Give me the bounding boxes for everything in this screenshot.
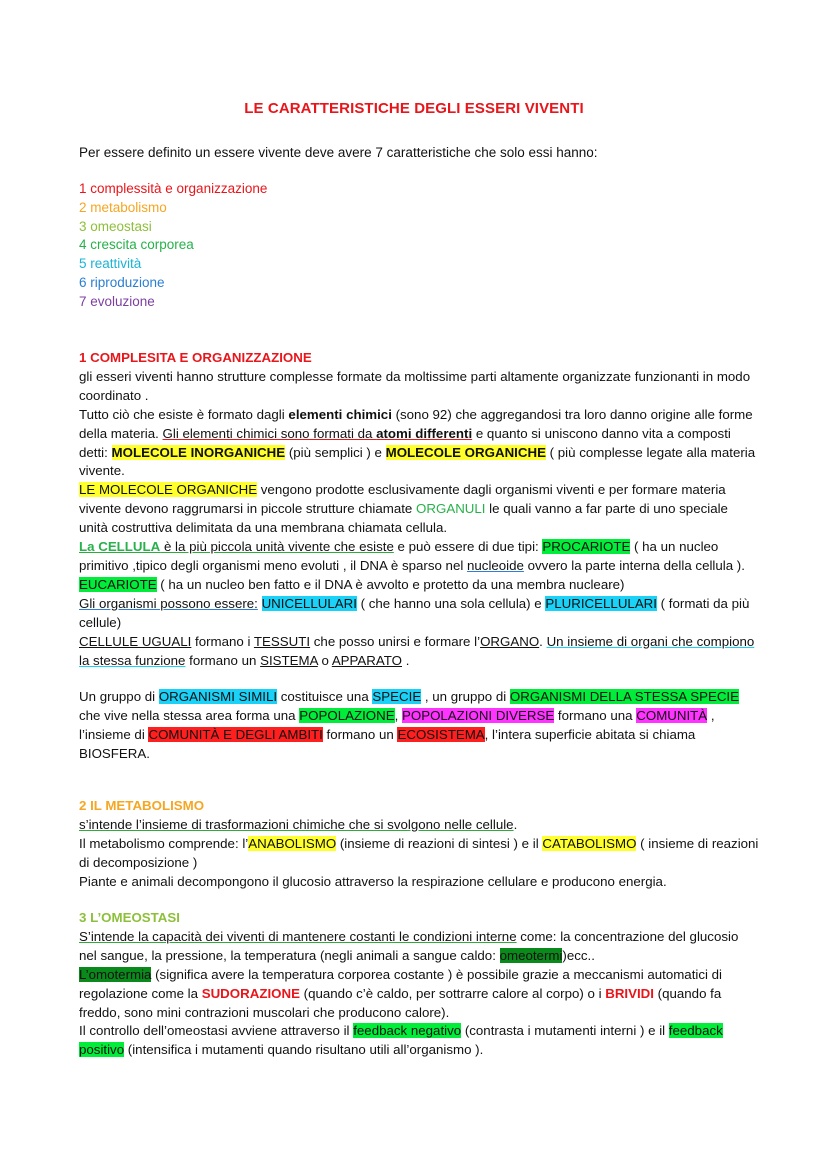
text-run: (quando c’è caldo, per sottrarre calore al corpo) o i xyxy=(299,985,606,1001)
text-run: Piante e animali decompongono il glucosio attraverso la respirazione cellulare e producono energia. xyxy=(79,873,667,889)
text-run: formano un xyxy=(322,727,398,743)
text-run: ORGANISMI DELLA STESSA SPECIE xyxy=(509,689,740,705)
text-run: ECOSISTEMA xyxy=(397,727,485,743)
text-run: UNICELLULARI xyxy=(261,595,357,611)
text-run: feedback negativo xyxy=(353,1023,462,1039)
text-run: BRIVIDI xyxy=(605,985,654,1001)
text-run: nucleoide xyxy=(467,557,524,573)
text-run: come: la concentrazione del glucosio nel sangue, la pressione, la temperatura (negli animali a sangue caldo: xyxy=(79,928,739,963)
text-run xyxy=(258,596,262,611)
list-item: 1 complessità e organizzazione xyxy=(79,181,268,196)
section-heading: 3 L’OMEOSTASI xyxy=(79,910,180,925)
text-run: formano una xyxy=(554,708,637,724)
section-heading: 1 COMPLESITA E ORGANIZZAZIONE xyxy=(79,350,312,365)
paragraph xyxy=(79,406,759,482)
section-metabolism xyxy=(79,797,759,892)
text-run: che vive nella stessa area forma una xyxy=(79,708,300,724)
paragraph xyxy=(79,368,759,406)
paragraph xyxy=(79,966,759,1023)
text-run: , xyxy=(394,708,402,724)
text-run: atomi differenti xyxy=(376,425,473,441)
text-run: formano i xyxy=(191,633,254,649)
list-item: 6 riproduzione xyxy=(79,274,165,290)
text-run: CELLULE UGUALI xyxy=(79,633,192,649)
text-run: ( insieme di reazioni di decomposizione ) xyxy=(79,835,759,870)
text-run: Gli organismi possono essere: xyxy=(79,595,258,611)
paragraph xyxy=(79,1022,759,1060)
text-run: omeotermi xyxy=(499,947,563,963)
text-run: (insieme di reazioni di sintesi ) e il xyxy=(336,835,543,851)
text-run: formano un xyxy=(185,652,261,668)
text-run: Un insieme di organi che compiono la stessa funzione xyxy=(79,633,755,668)
text-run: e può essere di due tipi: xyxy=(393,539,543,555)
page-title: LE CARATTERISTICHE DEGLI ESSERI VIVENTI xyxy=(244,100,584,117)
text-run: EUCARIOTE xyxy=(79,576,157,592)
text-run: . xyxy=(402,652,410,668)
text-run: Tutto ciò che esiste è formato dagli xyxy=(79,406,289,422)
text-run: COMUNITÀ xyxy=(636,708,708,724)
text-run: costituisce una xyxy=(277,689,373,705)
text-run: (intensifica i mutamenti quando risultano utili all’organismo ). xyxy=(124,1042,484,1058)
text-run: LE MOLECOLE ORGANICHE xyxy=(79,482,258,498)
text-run: Gli elementi chimici sono formati da xyxy=(162,425,377,441)
text-run: gli esseri viventi hanno strutture complesse formate da moltissime parti altamente organizzate funzionanti in modo coordinato . xyxy=(79,368,751,403)
text-run: , l’insieme di xyxy=(79,708,715,743)
text-run: (sono 92) che aggregandosi tra loro danno origine alle forme della materia. xyxy=(79,406,753,441)
text-run: ( che hanno una sola cellula) e xyxy=(356,595,546,611)
text-run: SUDORAZIONE xyxy=(201,985,300,1001)
text-run: POPOLAZIONI DIVERSE xyxy=(401,708,555,724)
paragraph xyxy=(79,835,759,873)
text-run: s’intende l’insieme di trasformazioni chimiche che si svolgono nelle cellule xyxy=(79,816,514,832)
text-run: SISTEMA xyxy=(260,652,318,668)
text-run: SPECIE xyxy=(372,689,422,705)
paragraph xyxy=(79,928,759,966)
text-run: che posso unirsi e formare l’ xyxy=(310,633,481,649)
text-run: ORGANO xyxy=(480,633,540,649)
section-homeostasis xyxy=(79,909,759,1060)
text-run: feedback positivo xyxy=(79,1023,723,1058)
text-run: , l’intera superficie abitata si chiama BIOSFERA. xyxy=(79,727,696,762)
text-run: ( formati da più cellule) xyxy=(79,595,750,630)
paragraph xyxy=(79,688,759,764)
text-run: ( ha un nucleo primitivo ,tipico degli organismi meno evoluti , il DNA è sparso nel xyxy=(79,539,719,573)
list-item: 2 metabolismo xyxy=(79,199,167,215)
text-run: (contrasta i mutamenti interni ) e il xyxy=(461,1023,669,1039)
text-run: POPOLAZIONE xyxy=(299,708,395,724)
section-complexity xyxy=(79,349,759,764)
text-run: elementi chimici xyxy=(288,406,392,422)
paragraph xyxy=(79,633,759,671)
text-run: (significa avere la temperatura corporea costante ) è possibile grazie a meccanismi automatici di regolazione come la xyxy=(79,966,722,1001)
paragraph xyxy=(79,816,759,835)
paragraph xyxy=(79,873,759,892)
text-run: vengono prodotte esclusivamente dagli organismi viventi e per formare materia vivente devono raggrumarsi in piccole strutture chiamate xyxy=(79,482,726,517)
paragraph xyxy=(79,481,759,538)
text-run: ANABOLISMO xyxy=(248,835,337,851)
section-heading: 2 IL METABOLISMO xyxy=(79,798,205,813)
text-run: o xyxy=(317,652,332,668)
text-run: COMUNITÀ E DEGLI AMBITI xyxy=(148,727,323,743)
text-run: PLURICELLULARI xyxy=(545,595,657,611)
list-item: 4 crescita corporea xyxy=(79,237,194,253)
text-run: )ecc.. xyxy=(562,947,595,963)
characteristics-list xyxy=(79,180,267,312)
text-run: Il metabolismo comprende: l’ xyxy=(79,835,249,851)
text-run: ORGANISMI SIMILI xyxy=(158,689,278,705)
text-run: è la più piccola unità vivente che esiste xyxy=(160,539,394,555)
text-run: . xyxy=(539,633,547,649)
list-item: 5 reattività xyxy=(79,256,142,272)
text-run: PROCARIOTE xyxy=(542,539,631,555)
text-run: APPARATO xyxy=(331,652,403,668)
text-run: ORGANULI xyxy=(416,501,486,517)
paragraph xyxy=(79,538,759,595)
paragraph xyxy=(79,595,759,633)
list-item: 7 evoluzione xyxy=(79,293,155,309)
text-run: (quando fa freddo, sono mini contrazioni muscolari che producono calore). xyxy=(79,985,722,1020)
text-run: . xyxy=(513,816,518,832)
text-run: Il controllo dell’omeostasi avviene attraverso il xyxy=(79,1023,354,1039)
text-run: MOLECOLE INORGANICHE xyxy=(111,444,286,460)
text-run: L’omotermia xyxy=(79,966,152,982)
text-run: e quanto si uniscono danno vita a composti detti: xyxy=(79,425,731,460)
text-run: ovvero la parte interna della cellula ). xyxy=(523,557,745,573)
list-item: 3 omeostasi xyxy=(79,218,152,234)
spacer xyxy=(79,670,759,688)
text-run: (più semplici ) e xyxy=(285,444,386,460)
text-run: le quali vanno a far parte di uno speciale unità costruttiva delimitata da una membrana chiamata cellula. xyxy=(79,501,728,536)
text-run: TESSUTI xyxy=(253,633,311,649)
text-run: Un gruppo di xyxy=(79,689,159,705)
intro-text: Per essere definito un essere vivente deve avere 7 caratteristiche che solo essi hanno: xyxy=(79,145,598,160)
text-run: , un gruppo di xyxy=(421,689,510,705)
text-run: La CELLULA xyxy=(79,539,161,555)
text-run: ( ha un nucleo ben fatto e il DNA è avvolto e protetto da una membra nucleare) xyxy=(156,576,625,592)
text-run: CATABOLISMO xyxy=(542,835,637,851)
text-run: S’intende la capacità dei viventi di mantenere costanti le condizioni interne xyxy=(79,928,517,944)
text-run: ( più complesse legate alla materia vivente. xyxy=(79,444,756,479)
text-run: MOLECOLE ORGANICHE xyxy=(385,444,546,460)
